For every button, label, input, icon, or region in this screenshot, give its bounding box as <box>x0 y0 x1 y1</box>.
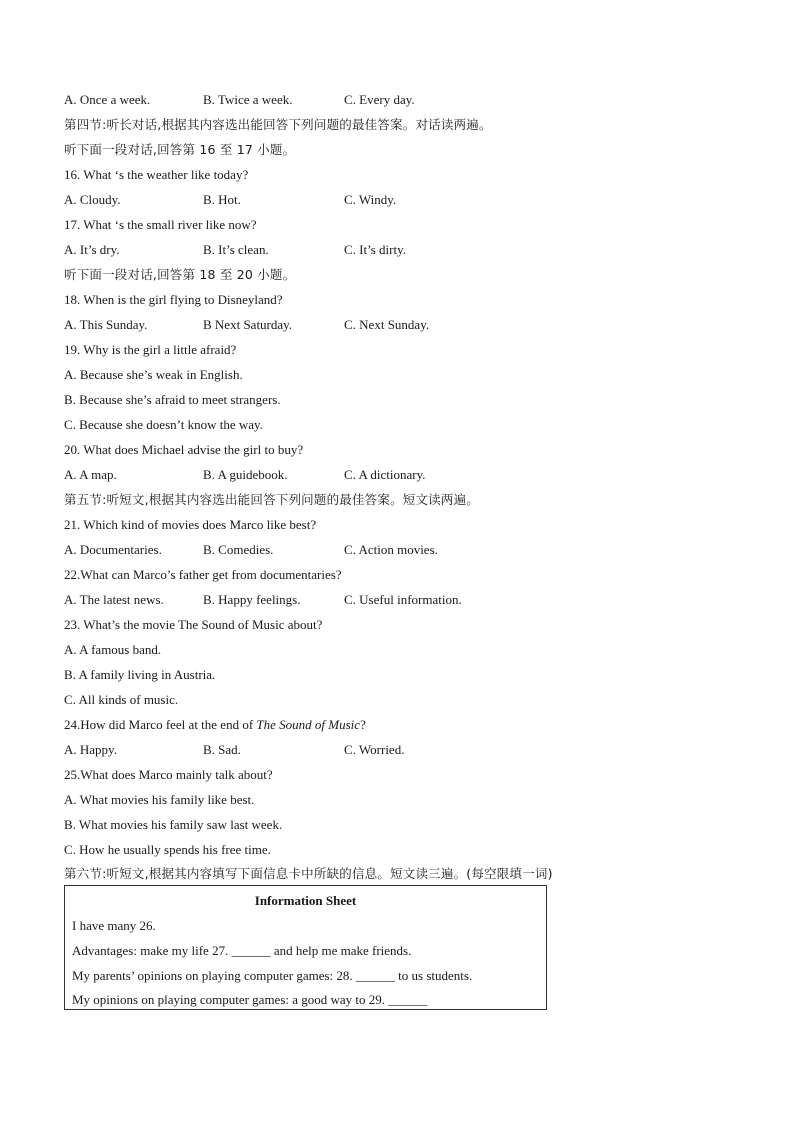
section4-heading: 第四节:听长对话,根据其内容选出能回答下列问题的最佳答案。对话读两遍。 <box>64 117 492 132</box>
q20-option-b: B. A guidebook. <box>203 467 288 482</box>
q21-text: 21. Which kind of movies does Marco like best? <box>64 517 317 532</box>
q24-movie-title: The Sound of Music <box>256 717 361 732</box>
q21-option-c: C. Action movies. <box>344 542 438 557</box>
q19-option-c: C. Because she doesn’t know the way. <box>64 417 263 432</box>
q22-option-a: A. The latest news. <box>64 592 164 607</box>
q22-option-b: B. Happy feelings. <box>203 592 301 607</box>
q18-text: 18. When is the girl flying to Disneyland? <box>64 292 283 307</box>
q19-option-a: A. Because she’s weak in English. <box>64 367 243 382</box>
q17-text: 17. What ‘s the small river like now? <box>64 217 257 232</box>
dialog2-intro: 听下面一段对话,回答第 18 至 20 小题。 <box>64 267 296 282</box>
q25-option-b: B. What movies his family saw last week. <box>64 817 283 832</box>
q24-text-suffix: ? <box>360 717 366 732</box>
q24-text-prefix: 24.How did Marco feel at the end of <box>64 717 257 732</box>
q25-option-c: C. How he usually spends his free time. <box>64 842 271 857</box>
sheet-line-29: My opinions on playing computer games: a good way to 29. ______ <box>72 992 428 1007</box>
q16-option-a: A. Cloudy. <box>64 192 121 207</box>
q23-option-a: A. A famous band. <box>64 642 162 657</box>
q17-option-b: B. It’s clean. <box>203 242 269 257</box>
q18-option-c: C. Next Sunday. <box>344 317 430 332</box>
section6-heading: 第六节:听短文,根据其内容填写下面信息卡中所缺的信息。短文读三遍。(每空限填一词) <box>64 866 553 881</box>
q23-option-b: B. A family living in Austria. <box>64 667 216 682</box>
section5-heading: 第五节:听短文,根据其内容选出能回答下列问题的最佳答案。短文读两遍。 <box>64 492 479 507</box>
q24-option-c: C. Worried. <box>344 742 405 757</box>
q16-option-b: B. Hot. <box>203 192 241 207</box>
q15-option-a: A. Once a week. <box>64 92 151 107</box>
q22-option-c: C. Useful information. <box>344 592 462 607</box>
q22-text: 22.What can Marco’s father get from documentaries? <box>64 567 342 582</box>
dialog1-intro: 听下面一段对话,回答第 16 至 17 小题。 <box>64 142 296 157</box>
q24-text <box>64 712 366 737</box>
q23-text: 23. What’s the movie The Sound of Music about? <box>64 617 323 632</box>
q15-option-c: C. Every day. <box>344 92 415 107</box>
q24-option-a: A. Happy. <box>64 742 117 757</box>
q16-option-c: C. Windy. <box>344 192 397 207</box>
q20-option-c: C. A dictionary. <box>344 467 426 482</box>
q24-option-b: B. Sad. <box>203 742 241 757</box>
q17-option-c: C. It’s dirty. <box>344 242 406 257</box>
q16-text: 16. What ‘s the weather like today? <box>64 167 249 182</box>
q20-text: 20. What does Michael advise the girl to buy? <box>64 442 304 457</box>
information-sheet-title: Information Sheet <box>254 893 357 908</box>
q23-option-c: C. All kinds of music. <box>64 692 179 707</box>
q19-option-b: B. Because she’s afraid to meet strangers. <box>64 392 281 407</box>
q25-option-a: A. What movies his family like best. <box>64 792 255 807</box>
q21-option-a: A. Documentaries. <box>64 542 162 557</box>
q15-option-b: B. Twice a week. <box>203 92 293 107</box>
q21-option-b: B. Comedies. <box>203 542 274 557</box>
q18-option-b: B Next Saturday. <box>203 317 293 332</box>
sheet-line-26: I have many 26. <box>72 918 156 933</box>
sheet-line-27: Advantages: make my life 27. ______ and help me make friends. <box>72 943 412 958</box>
information-sheet <box>64 885 547 1010</box>
sheet-line-28: My parents’ opinions on playing computer games: 28. ______ to us students. <box>72 968 473 983</box>
q17-option-a: A. It’s dry. <box>64 242 120 257</box>
q18-option-a: A. This Sunday. <box>64 317 148 332</box>
q25-text: 25.What does Marco mainly talk about? <box>64 767 273 782</box>
q19-text: 19. Why is the girl a little afraid? <box>64 342 237 357</box>
q20-option-a: A. A map. <box>64 467 117 482</box>
